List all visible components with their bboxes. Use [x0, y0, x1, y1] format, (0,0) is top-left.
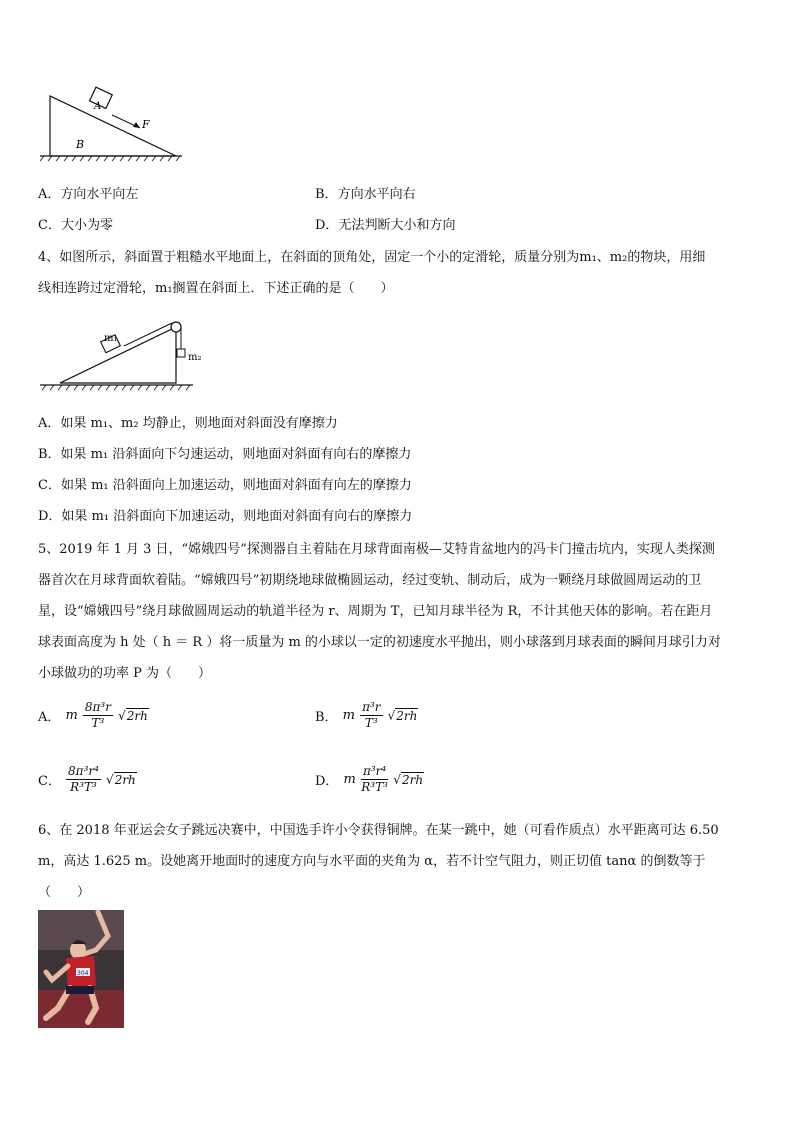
- q5-stem-line3: 星，设“嫦娥四号”绕月球做圆周运动的轨道半径为 r、周期为 T，已知月球半径为 R，不计其他天体的影响。若在距月: [38, 604, 713, 619]
- q5-option-d: D． m $\frac{\text{π³r⁴}}{\text{R³T³}}$ √2rh: [315, 764, 424, 794]
- q4-stem-line2: 线相连跨过定滑轮，m₁搁置在斜面上．下述正确的是（ ）: [38, 281, 394, 296]
- q4-option-a: A．如果 m₁、m₂ 均静止，则地面对斜面没有摩擦力: [38, 416, 338, 431]
- photo-bib-number: 304: [77, 970, 89, 977]
- m2-label: m₂: [188, 352, 202, 363]
- q6-stem-line3: （ ）: [38, 885, 91, 900]
- q5-stem-line5: 小球做功的功率 P 为（ ）: [38, 666, 212, 681]
- q3-option-d: D．无法判断大小和方向: [315, 218, 456, 233]
- q5-stem-line1: 5、2019 年 1 月 3 日，“嫦娥四号”探测器自主着陆在月球背面南极—艾特肯盆地内的冯卡门撞击坑内，实现人类探测: [38, 542, 715, 557]
- q5-option-a: A． m $\frac{\text{8π³r}}{\text{T³}}$ √2rh: [38, 700, 148, 730]
- m1-label: m₁: [104, 333, 118, 344]
- q3-option-a: A．方向水平向左: [38, 187, 139, 202]
- q4-option-d: D．如果 m₁ 沿斜面向下加速运动，则地面对斜面有向右的摩擦力: [38, 509, 413, 524]
- q3-option-b: B．方向水平向右: [315, 187, 416, 202]
- q4-option-b: B．如果 m₁ 沿斜面向下匀速运动，则地面对斜面有向右的摩擦力: [38, 447, 412, 462]
- q3-option-c: C．大小为零: [38, 218, 113, 233]
- q4-stem-line1: 4、如图所示，斜面置于粗糙水平地面上，在斜面的顶角处，固定一个小的定滑轮，质量分别为m₁、m₂的物块，用细: [38, 250, 706, 265]
- q6-stem-line1: 6、在 2018 年亚运会女子跳远决赛中，中国选手许小令获得铜牌。在某一跳中，她（可看作质点）水平距离可达 6.50: [38, 823, 719, 838]
- slope-label: B: [76, 138, 85, 151]
- q5-stem-line4: 球表面高度为 h 处（ h ＝ R ）将一质量为 m 的小球以一定的初速度水平抛出，则小球落到月球表面的瞬间月球引力对: [38, 635, 721, 650]
- q5-option-b: B． m $\frac{\text{π³r}}{\text{T³}}$ √2rh: [315, 700, 418, 730]
- q5-stem-line2: 器首次在月球背面软着陆。“嫦娥四号”初期绕地球做椭圆运动，经过变轨、制动后，成为一颗绕月球做圆周运动的卫: [38, 573, 702, 588]
- q5-option-c: C． $\frac{\text{8π³r⁴}}{\text{R³T³}}$ √2rh: [38, 764, 136, 794]
- force-label: F: [142, 118, 150, 131]
- q4-option-c: C．如果 m₁ 沿斜面向上加速运动，则地面对斜面有向左的摩擦力: [38, 478, 412, 493]
- q6-stem-line2: m，高达 1.625 m。设她离开地面时的速度方向与水平面的夹角为 α，若不计空气阻力，则正切值 tanα 的倒数等于: [38, 854, 706, 869]
- incline-block-figure: [36, 90, 186, 162]
- block-label: A: [94, 101, 102, 112]
- pulley-incline-figure: [38, 315, 202, 395]
- long-jump-photo: [38, 910, 124, 1028]
